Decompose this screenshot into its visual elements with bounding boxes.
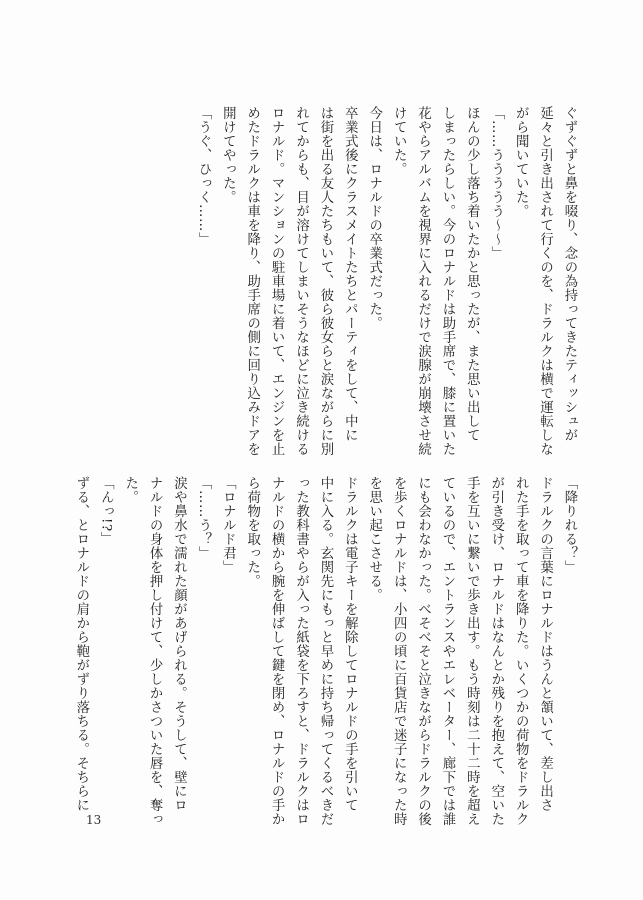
text-line: ドラルクは電子キーを解除してロナルドの手を引いて (342, 476, 358, 812)
text-line: 「んっ!?」 (98, 476, 114, 546)
text-line: を歩くロナルドは、小四の頃に百貨店で迷子になった時 (391, 476, 407, 826)
text-line: めたドラルクは車を降り、助手席の側に回り込みドアを (244, 106, 260, 456)
text-line: ほんの少し落ち着いたかと思ったが、また思い出して (464, 106, 480, 442)
text-line: ナルドの横から腕を伸ばして鍵を閉め、ロナルドの手か (269, 476, 285, 826)
text-line: ロナルド。マンションの駐車場に着いて、エンジンを止 (269, 106, 285, 456)
text-line: ぐずぐずと鼻を啜り、念の為持ってきたティッシュが (562, 106, 577, 442)
text-line: は街を出る友人たちもいて、彼ら彼女らと涙ながらに別 (317, 106, 333, 456)
text-line: 「うぐ、ひっく……」 (195, 106, 211, 246)
text-line: ずる、とロナルドの肩から鞄がずり落ちる。そちらに (73, 476, 89, 812)
text-line: 「……う？」 (195, 476, 211, 560)
text-line: ドラルクの言葉にロナルドはうんと頷いて、差し出さ (537, 476, 553, 812)
text-line: 「降りれる？」 (562, 476, 577, 574)
text-line: が引き受け、ロナルドはなんとか残りを抱えて、空いた (488, 476, 504, 826)
text-line: 花やらアルバムを視界に入れるだけで涙腺が崩壊させ続 (415, 106, 431, 456)
text-line: れた手を取って車を降りた。いくつかの荷物をドラルク (513, 476, 529, 826)
text-line: れてからも、目が溶けてしまいそうなほどに泣き続ける (293, 106, 309, 456)
text-line: 開けてやった。 (220, 106, 236, 204)
text-line: 手を互いに繋いで歩き出す。もう時刻は二十二時を超え (464, 476, 480, 826)
page-number: 13 (86, 813, 102, 827)
text-line: 「……ううううう〜〜」 (488, 106, 504, 260)
text-line: しまったらしい。今のロナルドは助手席で、膝に置いた (439, 106, 455, 456)
text-line: にも会わなかった。べそべそと泣きながらドラルクの後 (415, 476, 431, 826)
text-line: 今日は、ロナルドの卒業式だった。 (366, 106, 382, 330)
text-line: ているので、エントランスやエレベーター、廊下では誰 (439, 476, 455, 826)
text-line: 涙や鼻水で濡れた顔があげられる。そうして、壁にロ (171, 476, 187, 812)
text-line: がら聞いていた。 (513, 106, 529, 218)
text-line: 中に入る。玄関先にもっと早めに持ち帰ってくるべきだ (317, 476, 333, 826)
text-line: た。 (122, 476, 138, 504)
text-line: 延々と引き出されて行くのを、ドラルクは横で運転しな (537, 106, 553, 456)
upper-text-block (191, 106, 582, 456)
text-line: った教科書やらが入った紙袋を下ろすと、ドラルクはロ (293, 476, 309, 826)
text-line: を思い起こさせる。 (366, 476, 382, 602)
text-line: ら荷物を取った。 (244, 476, 260, 588)
text-line: 「ロナルド君」 (220, 476, 236, 574)
text-line: けていた。 (391, 106, 407, 176)
text-line: ナルドの身体を押し付けて、少しかさついた唇を、奪っ (147, 476, 163, 826)
text-line: 卒業式後にクラスメイトたちとパーティをして、中に (342, 106, 358, 442)
